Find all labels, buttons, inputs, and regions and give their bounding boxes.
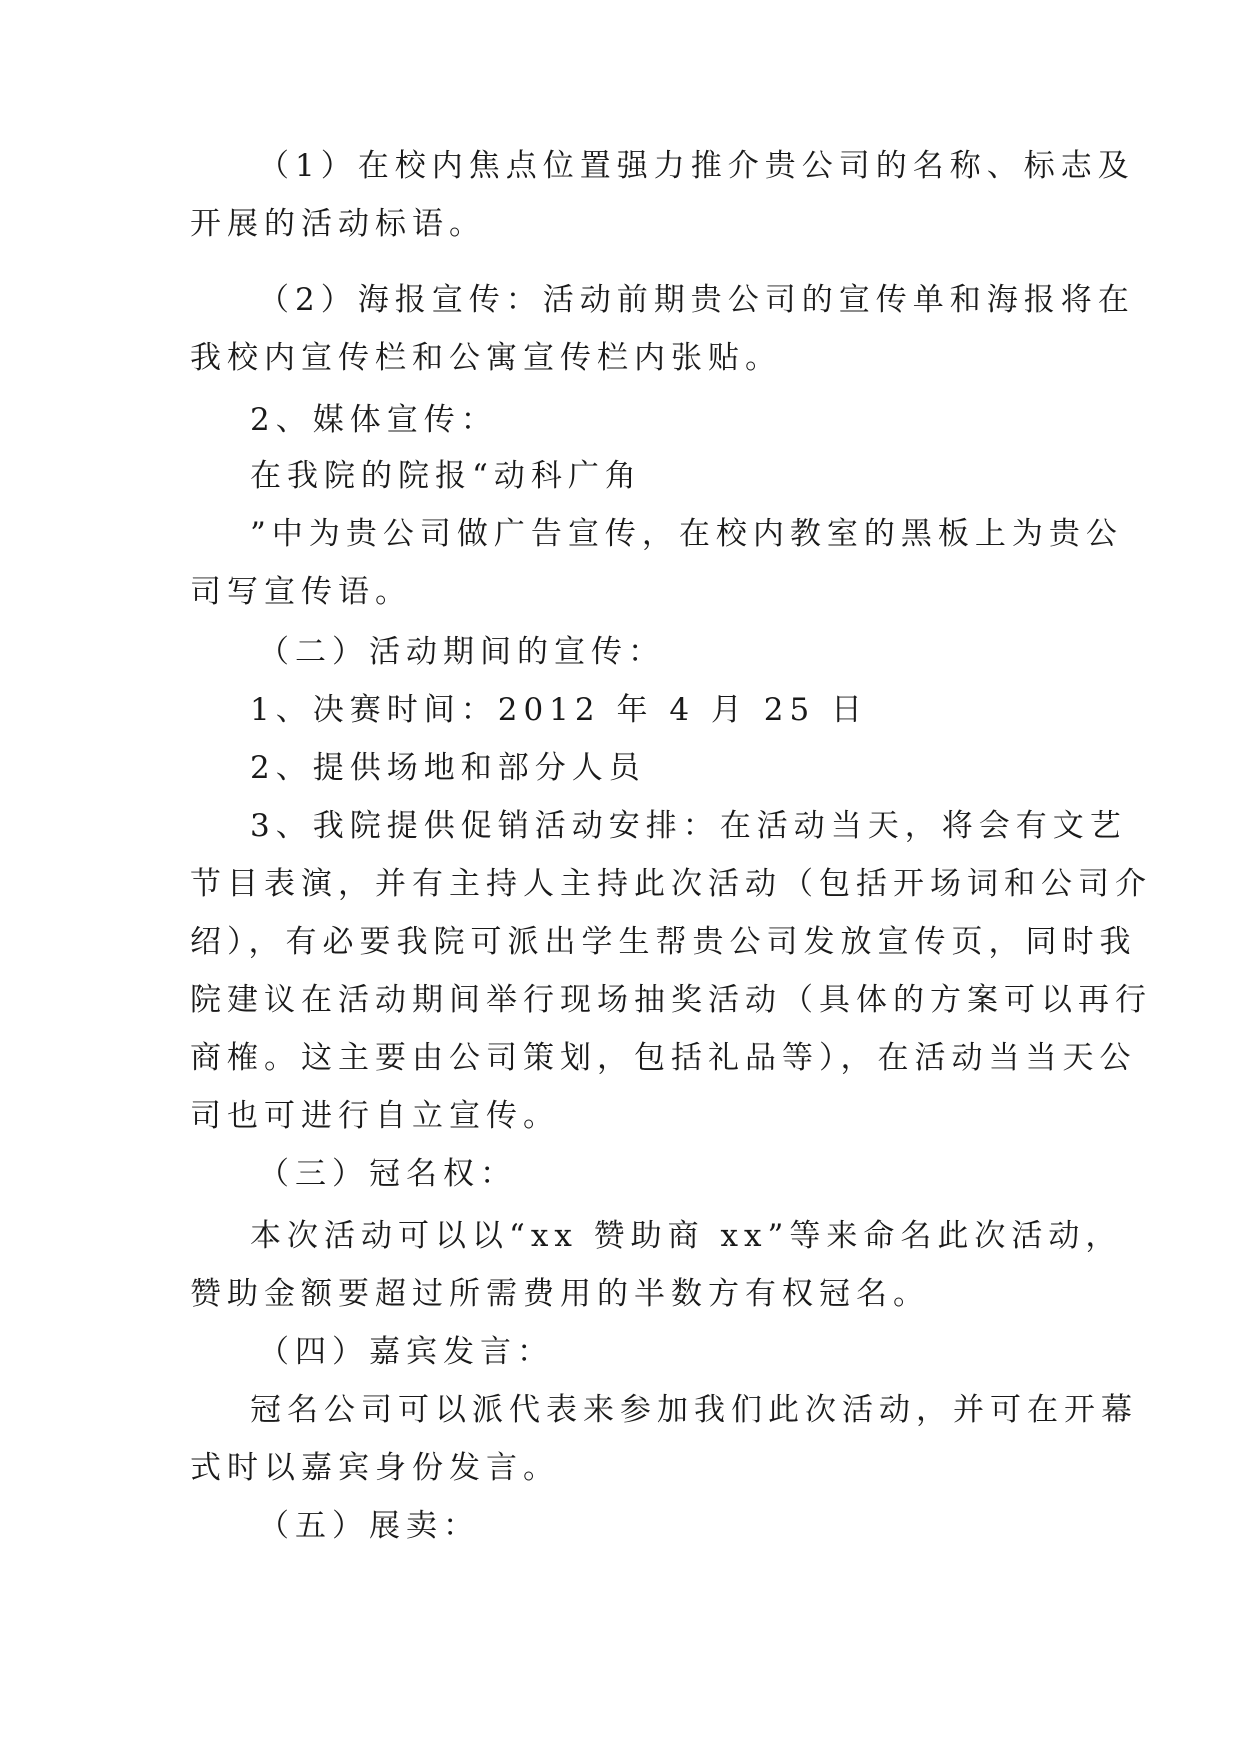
text-line: 在我院的院报“动科广角 bbox=[250, 458, 642, 494]
text-line: 商榷。这主要由公司策划，包括礼品等），在活动当当天公 bbox=[190, 1040, 1137, 1076]
text-line: 冠名公司可以派代表来参加我们此次活动，并可在开幕 bbox=[250, 1392, 1138, 1428]
text-line: 院建议在活动期间举行现场抽奖活动（具体的方案可以再行 bbox=[190, 982, 1152, 1018]
text-line: （三）冠名权： bbox=[258, 1156, 517, 1192]
text-line: 本次活动可以以“xx 赞助商 xx”等来命名此次活动， bbox=[250, 1218, 1123, 1254]
text-line: （五）展卖： bbox=[258, 1508, 480, 1544]
text-line: 1、决赛时间：2012 年 4 月 25 日 bbox=[250, 692, 869, 728]
text-line: 绍），有必要我院可派出学生帮贵公司发放宣传页，同时我 bbox=[190, 924, 1137, 960]
text-line: 司也可进行自立宣传。 bbox=[190, 1098, 560, 1134]
text-line: 式时以嘉宾身份发言。 bbox=[190, 1450, 560, 1486]
text-line: （1）在校内焦点位置强力推介贵公司的名称、标志及 bbox=[258, 148, 1135, 184]
text-line: 3、我院提供促销活动安排：在活动当天，将会有文艺 bbox=[250, 808, 1127, 844]
text-line: ”中为贵公司做广告宣传，在校内教室的黑板上为贵公 bbox=[250, 516, 1123, 552]
text-line: 赞助金额要超过所需费用的半数方有权冠名。 bbox=[190, 1276, 930, 1312]
text-line: （四）嘉宾发言： bbox=[258, 1334, 554, 1370]
text-line: 2、媒体宣传： bbox=[250, 402, 498, 438]
text-line: 2、提供场地和部分人员 bbox=[250, 750, 646, 786]
text-line: 司写宣传语。 bbox=[190, 574, 412, 610]
text-line: （2）海报宣传：活动前期贵公司的宣传单和海报将在 bbox=[258, 282, 1135, 318]
text-line: （二）活动期间的宣传： bbox=[258, 634, 665, 670]
text-line: 我校内宣传栏和公寓宣传栏内张贴。 bbox=[190, 340, 782, 376]
text-line: 开展的活动标语。 bbox=[190, 206, 486, 242]
text-line: 节目表演，并有主持人主持此次活动（包括开场词和公司介 bbox=[190, 866, 1152, 902]
